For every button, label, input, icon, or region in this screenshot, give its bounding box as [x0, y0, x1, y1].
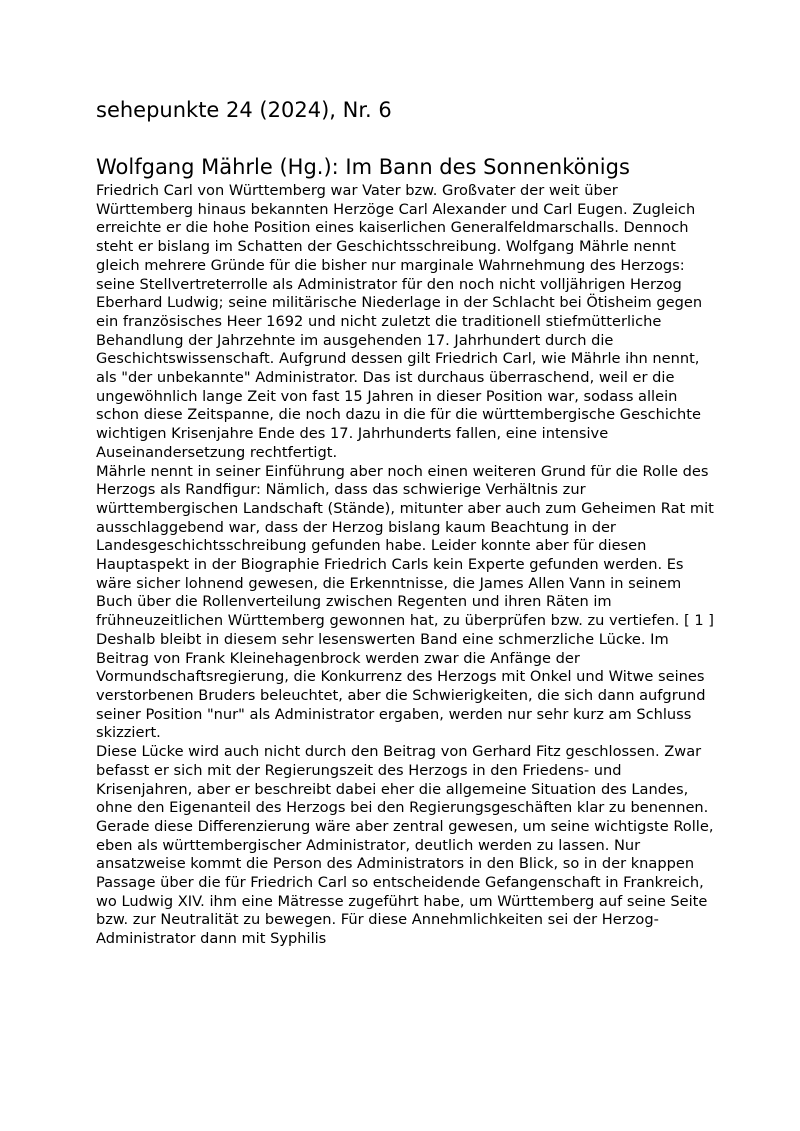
article-paragraph-2: Mährle nennt in seiner Einführung aber noch einen weiteren Grund für die Rolle des Herzogs als Randfigur: Nämlich, dass das schwierige Verhältnis zur württembergischen Landschaft (Stände), mitunter aber auch zum Geheimen Rat mit ausschlaggebend war, dass der Herzog bislang kaum Beachtung in der Landesgeschichtsschreibung gefunden habe. Leider konnte aber für diesen Hauptaspekt in der Biographie Friedrich Carls kein Experte gefunden werden. Es wäre sicher lohnend gewesen, die Erkenntnisse, die James Allen Vann in seinem Buch über die Rollenverteilung zwischen Regenten und ihren Räten im frühneuzeitlichen Württemberg gewonnen hat, zu überprüfen bzw. zu vertiefen. [ 1 ] Deshalb bleibt in diesem sehr lesenswerten Band eine schmerzliche Lücke. Im Beitrag von Frank Kleinehagenbrock werden zwar die Anfänge der Vormundschaftsregierung, die Konkurrenz des Herzogs mit Onkel und Witwe seines verstorbenen Bruders beleuchtet, aber die Schwierigkeiten, die sich dann aufgrund seiner Position "nur" als Administrator ergaben, werden nur sehr kurz am Schluss skizziert.: [96, 462, 714, 742]
article-body: [96, 182, 716, 949]
article-paragraph-3: Diese Lücke wird auch nicht durch den Beitrag von Gerhard Fitz geschlossen. Zwar befasst er sich mit der Regierungszeit des Herzogs in den Friedens- und Krisenjahren, aber er beschreibt dabei eher die allgemeine Situation des Landes, ohne den Eigenanteil des Herzogs bei den Regierungsgeschäften klar zu benennen. Gerade diese Differenzierung wäre aber zentral gewesen, um seine wichtigste Rolle, eben als württembergischer Administrator, deutlich werden zu lassen. Nur ansatzweise kommt die Person des Administrators in den Blick, so in der knappen Passage über die für Friedrich Carl so entscheidende Gefangenschaft in Frankreich, wo Ludwig XIV. ihm eine Mätresse zugeführt habe, um Württemberg auf seine Seite bzw. zur Neutralität zu bewegen. Für diese Annehmlichkeiten sei der Herzog-Administrator dann mit Syphilis: [96, 743, 714, 948]
article-title: Wolfgang Mährle (Hg.): Im Bann des Sonnenkönigs: [96, 155, 630, 179]
article-paragraph-1: Friedrich Carl von Württemberg war Vater bzw. Großvater der weit über Württemberg hinaus bekannten Herzöge Carl Alexander und Carl Eugen. Zugleich erreichte er die hohe Position eines kaiserlichen Generalfeldmarschalls. Dennoch steht er bislang im Schatten der Geschichtsschreibung. Wolfgang Mährle nennt gleich mehrere Gründe für die bisher nur marginale Wahrnehmung des Herzogs: seine Stellvertreterrolle als Administrator für den noch nicht volljährigen Herzog Eberhard Ludwig; seine militärische Niederlage in der Schlacht bei Ötisheim gegen ein französisches Heer 1692 und nicht zuletzt die traditionell stiefmütterliche Behandlung der Jahrzehnte im ausgehenden 17. Jahrhundert durch die Geschichtswissenschaft. Aufgrund dessen gilt Friedrich Carl, wie Mährle ihn nennt, als "der unbekannte" Administrator. Das ist durchaus überraschend, weil er die ungewöhnlich lange Zeit von fast 15 Jahren in dieser Position war, sodass allein schon diese Zeitspanne, die noch dazu in die für die württembergische Geschichte wichtigen Krisenjahre Ende des 17. Jahrhunderts fallen, eine intensive Auseinandersetzung rechtfertigt.: [96, 182, 703, 461]
document-page: [96, 95, 716, 949]
journal-issue-heading: sehepunkte 24 (2024), Nr. 6: [96, 98, 392, 122]
